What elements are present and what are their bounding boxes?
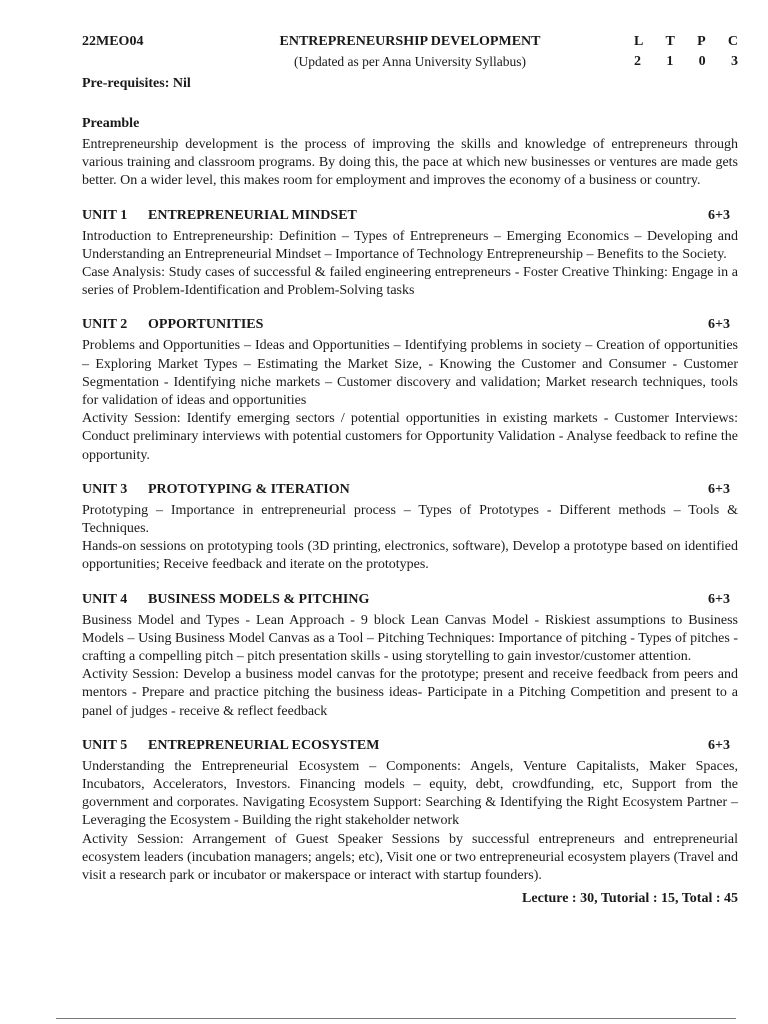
unit-paragraph: Prototyping – Importance in entrepreneurial process – Types of Prototypes - Different methods – Tools & Techniques. — [82, 502, 738, 537]
unit-number: UNIT 1 — [82, 207, 128, 223]
unit-number: UNIT 4 — [82, 591, 128, 607]
unit-number: UNIT 5 — [82, 737, 128, 753]
unit-hours: 6+3 — [708, 317, 730, 333]
unit-heading — [82, 592, 738, 612]
unit-paragraph: Activity Session: Identify emerging sectors / potential opportunities in existing markets - Customer Interviews: Conduct preliminary interviews with potential customers for Opportunity Validation - Analyse feedback to refine the opportunity. — [82, 411, 738, 463]
ltpc-label: P — [697, 34, 706, 49]
unit-title: BUSINESS MODELS & PITCHING — [148, 591, 370, 607]
unit-paragraph: Introduction to Entrepreneurship: Definition – Types of Entrepreneurs – Emerging Economics – Developing and Understanding an Entrepreneurial Mindset – Importance of Technology Entrepreneurship – Benefits to the Society. — [82, 228, 738, 262]
course-header — [82, 34, 738, 76]
unit-paragraph: Problems and Opportunities – Ideas and Opportunities – Identifying problems in society – Creation of opportunities – Exploring Market Types – Estimating the Market Size, - Knowing the Customer and Consumer - Customer Segmentation - Identifying niche markets – Customer discovery and validation; Market research techniques, tools for validation of ideas and opportunities — [82, 338, 738, 409]
ltpc-value: 1 — [666, 54, 674, 69]
ltpc-value: 3 — [730, 54, 738, 69]
unit-paragraph: Case Analysis: Study cases of successful & failed engineering entrepreneurs - Foster Creative Thinking: Engage in a series of Problem-Identification and Problem-Solving tasks — [82, 265, 738, 299]
course-subtitle: (Updated as per Anna University Syllabus) — [293, 54, 527, 69]
ltpc-label: C — [727, 34, 738, 49]
course-title: ENTREPRENEURSHIP DEVELOPMENT — [279, 34, 541, 49]
unit-paragraph: Understanding the Entrepreneurial Ecosystem – Components: Angels, Venture Capitalists, Maker Spaces, Incubators, Accelerators, Investors. Financing models – equity, debt, crowdfunding, etc, Support from the government and corporates. Navigating Ecosystem Support: Searching & Identifying the Right Ecosystem Partner – Leveraging the Ecosystem - Building the right stakeholder network — [82, 758, 738, 829]
page-bottom-rule — [56, 1018, 736, 1019]
unit-paragraph: Activity Session: Arrangement of Guest Speaker Sessions by successful entrepreneurs and entrepreneurial ecosystem leaders (incubation managers; angels; etc), Visit one or two entrepreneurial ecosystem players (Travel and visit a research park or incubator or makerspace or interact with startup founders). — [82, 831, 738, 884]
unit-title: ENTREPRENEURIAL MINDSET — [148, 207, 357, 223]
unit-section — [82, 482, 738, 575]
unit-section — [82, 317, 738, 464]
unit-number: UNIT 3 — [82, 481, 128, 497]
preamble-text: Entrepreneurship development is the process of improving the skills and knowledge of entrepreneurs through various training and classroom programs. By doing this, the pace at which new businesses or ventures are made gets better. On a wider level, this makes room for employment and improves the economy of a business or country. — [82, 137, 738, 189]
ltpc-value: 0 — [698, 54, 706, 69]
unit-hours: 6+3 — [708, 591, 730, 607]
unit-paragraph: Business Model and Types - Lean Approach - 9 block Lean Canvas Model - Riskiest assumptions to Business Models – Using Business Model Canvas as a Tool – Pitching Techniques: Importance of pitching - Types of pitches - crafting a compelling pitch – pitch presentation skills - using storytelling to gain investor/customer attention. — [82, 612, 738, 665]
ltpc-values — [634, 54, 738, 74]
ltpc-value: 2 — [634, 54, 641, 69]
unit-title: ENTREPRENEURIAL ECOSYSTEM — [148, 737, 380, 753]
course-code: 22MEO04 — [82, 34, 144, 49]
unit-paragraph: Hands-on sessions on prototyping tools (3D printing, electronics, software), Develop a prototype based on identified opportunities; Receive feedback and iterate on the prototypes. — [82, 539, 738, 573]
hours-total: Lecture : 30, Tutorial : 15, Total : 45 — [522, 891, 738, 907]
unit-hours: 6+3 — [708, 207, 730, 223]
unit-number: UNIT 2 — [82, 317, 128, 333]
unit-section — [82, 208, 738, 301]
ltpc-label: L — [634, 34, 644, 49]
unit-section — [82, 592, 738, 721]
ltpc-label: T — [665, 34, 675, 49]
prerequisites: Pre-requisites: Nil — [82, 76, 191, 91]
unit-hours: 6+3 — [708, 737, 730, 753]
ltpc-labels — [634, 34, 738, 54]
preamble-heading: Preamble — [82, 116, 140, 131]
syllabus-page — [82, 34, 738, 907]
unit-title: PROTOTYPING & ITERATION — [148, 481, 350, 497]
unit-section — [82, 738, 738, 885]
unit-title: OPPORTUNITIES — [148, 317, 264, 333]
unit-heading — [82, 317, 738, 337]
ltpc-table — [634, 34, 738, 74]
unit-heading — [82, 208, 738, 228]
unit-heading — [82, 482, 738, 502]
unit-hours: 6+3 — [708, 481, 730, 497]
unit-heading — [82, 738, 738, 758]
unit-paragraph: Activity Session: Develop a business model canvas for the prototype; present and receive feedback from peers and mentors - Prepare and practice pitching the business ideas- Participate in a Pitching Competition and present to a panel of judges - receive & reflect feedback — [82, 667, 738, 719]
